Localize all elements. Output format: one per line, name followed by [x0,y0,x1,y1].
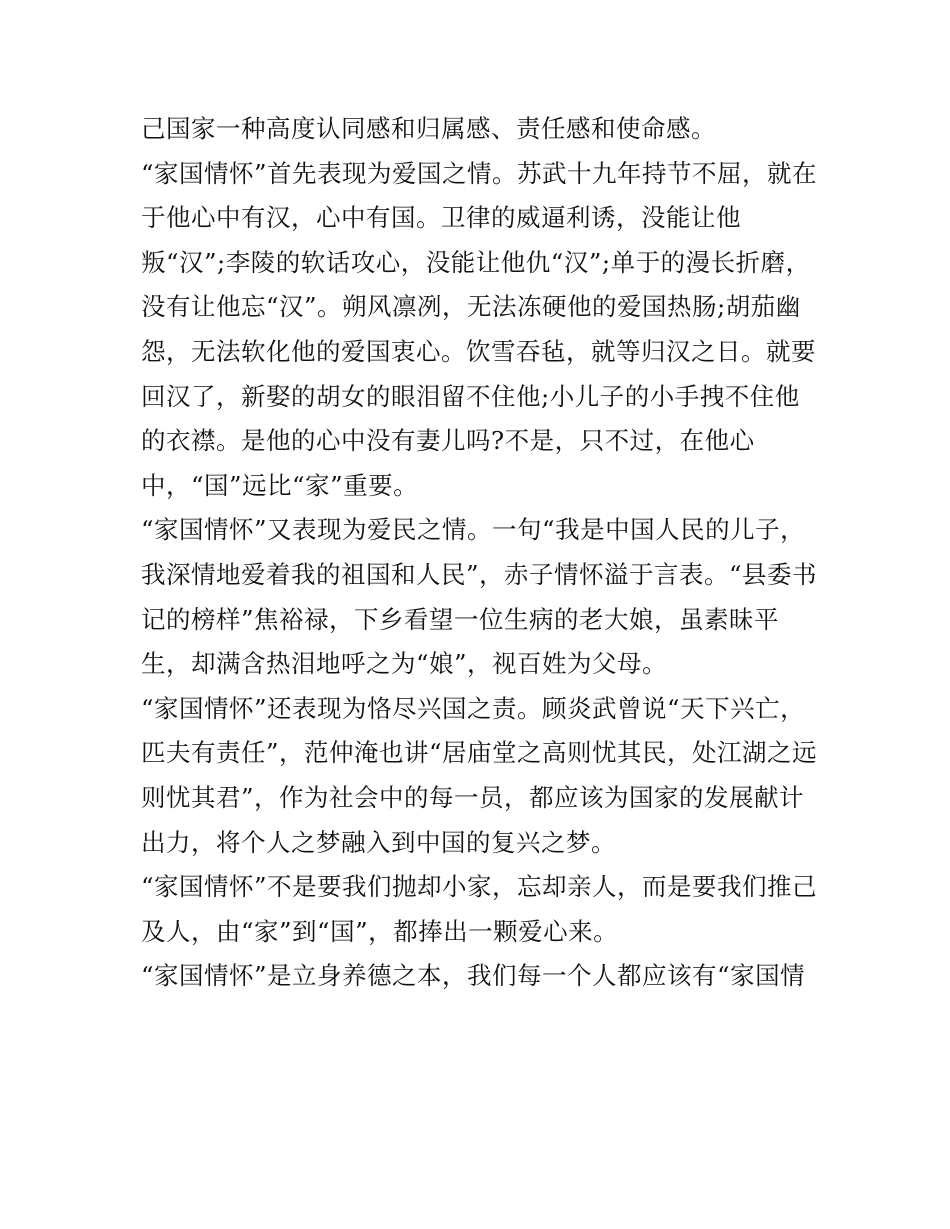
text-line: 己国家一种高度认同感和归属感、责任感和使命感。 [141,114,716,143]
essay-body [141,107,821,999]
text-line: “家国情怀”又表现为爱民之情。一句“我是中国人民的儿子， [141,515,806,545]
text-line: 则忧其君”，作为社会中的每一员，都应该为国家的发展献计 [141,782,805,812]
text-line: 于他心中有汉，心中有国。卫律的威逼利诱，没能让他 [141,203,741,233]
text-line: 没有让他忘“汉”。朔风凛冽，无法冻硬他的爱国热肠;胡茄幽 [141,292,801,322]
text-line: “家国情怀”是立身养德之本，我们每一个人都应该有“家国情 [141,961,806,991]
text-line: 出力，将个人之梦融入到中国的复兴之梦。 [141,827,616,857]
text-line: 中，“国”远比“家”重要。 [141,470,419,500]
text-line: 的衣襟。是他的心中没有妻儿吗?不是，只不过，在他心 [141,426,755,456]
text-line: 回汉了，新娶的胡女的眼泪留不住他;小儿子的小手拽不住他 [141,381,800,411]
text-line: 叛“汉”;李陵的软话攻心，没能让他仇“汉”;单于的漫长折磨， [141,247,811,277]
text-line: “家国情怀”首先表现为爱国之情。苏武十九年持节不屈，就在 [141,158,818,188]
text-line: 我深情地爱着我的祖国和人民”，赤子情怀溢于言表。“县委书 [141,559,818,589]
text-line: 怨，无法软化他的爱国衷心。饮雪吞毡，就等归汉之日。就要 [141,336,816,366]
text-line: 记的榜样”焦裕禄，下乡看望一位生病的老大娘，虽素昧平 [141,604,780,634]
text-line: 及人，由“家”到“国”，都捧出一颗爱心来。 [141,916,619,946]
text-line: 匹夫有责任”，范仲淹也讲“居庙堂之高则忧其民，处江湖之远 [141,738,818,768]
text-line: “家国情怀”不是要我们抛却小家，忘却亲人，而是要我们推己 [141,872,818,902]
text-line: 生，却满含热泪地呼之为“娘”，视百姓为父母。 [141,649,668,679]
text-line: “家国情怀”还表现为恪尽兴国之责。顾炎武曾说“天下兴亡， [141,693,806,723]
